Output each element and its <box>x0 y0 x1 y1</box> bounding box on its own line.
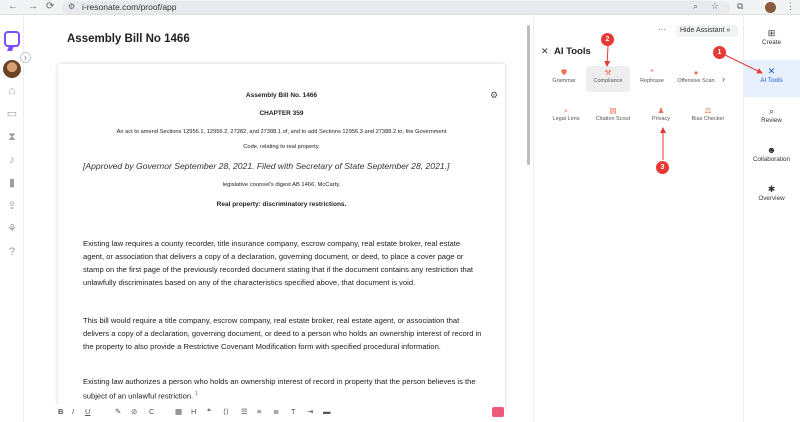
approved-line: [Approved by Governor September 28, 2021. Filed with Secretary of State September 28, 2021.] <box>83 161 450 171</box>
tool-offensive-scan-label: Offensive Scan <box>677 78 715 84</box>
tools-icon: ✕ <box>541 46 549 56</box>
collapse-rail-button[interactable]: › <box>20 52 31 63</box>
privacy-icon: ♟ <box>657 106 665 115</box>
document-title: Assembly Bill No 1466 <box>67 33 190 45</box>
extensions-icon[interactable]: ⧉ <box>737 1 744 11</box>
arrow-2 <box>607 46 608 66</box>
double-chevron-right-icon: » <box>726 27 731 34</box>
id-card-icon[interactable]: ▭ <box>6 108 18 120</box>
citation-scout-icon: ▤ <box>609 106 617 115</box>
review-search-icon: ⌕ <box>768 106 775 116</box>
forward-icon[interactable]: → <box>28 1 38 12</box>
digest-line: legislative counsel's digest AB 1466, McCarty. <box>222 182 341 188</box>
overview-label: Overview <box>758 195 785 202</box>
italic-icon[interactable]: I <box>72 407 75 416</box>
browser-menu-icon[interactable]: ⋮ <box>786 1 795 11</box>
bookmark-icon[interactable]: ▮ <box>8 177 16 189</box>
annotation-badge-2: 2 <box>601 33 614 46</box>
overview-asterisk-icon: ✱ <box>767 184 776 194</box>
paragraph-3-text: Existing law authorizes a person who holds an ownership interest of record in property that the person believes is the subject of an unlawful restriction. <box>83 377 476 401</box>
network-icon[interactable]: ⚘ <box>7 223 17 235</box>
chapter-label: CHAPTER 359 <box>259 110 304 117</box>
ai-tools-title: AI Tools <box>554 46 591 57</box>
link-icon[interactable]: ⊘ <box>131 407 138 416</box>
subject-line: Real property: discriminatory restrictions. <box>216 201 347 208</box>
next-tools-chevron-icon[interactable]: › <box>722 74 725 84</box>
zoom-icon[interactable]: ⌕ <box>693 1 699 11</box>
align-icon[interactable]: ≣ <box>273 407 280 416</box>
bookmark-star-icon[interactable]: ☆ <box>711 1 720 11</box>
paragraph-2: This bill would require a title company, escrow company, real estate broker, real estate agent, or association that delivers a copy of a declaration, governing document, or deed to a person who holds an ownership interest of record in the property to also provide a Restrictive Covenant Modification form with specified procedural information. <box>83 316 482 351</box>
more-options-icon[interactable]: ··· <box>658 25 666 34</box>
reload-icon[interactable]: ⟳ <box>46 1 55 12</box>
grammar-icon: ⛊ <box>561 68 567 77</box>
act-line-1: An act to amend Sections 12956.1, 12956.2, 27282, and 27388.1 of, and to add Sections 12956.3 and 27388.2 to, the Government <box>116 129 447 135</box>
clear-format-icon[interactable]: C <box>149 407 155 416</box>
collaboration-label: Collaboration <box>752 156 791 163</box>
image-icon[interactable]: ▬ <box>323 407 331 416</box>
url-text: i-resonate.com/proof/app <box>82 2 177 12</box>
page-heading: Assembly Bill No. 1466 <box>245 92 318 99</box>
heading-icon[interactable]: H <box>191 407 197 416</box>
site-info-icon[interactable]: ⚙ <box>68 2 76 11</box>
create-label: Create <box>762 39 781 46</box>
tool-compliance-label: Compliance <box>593 78 623 84</box>
highlight-icon[interactable]: ✎ <box>115 407 122 416</box>
page-settings-gear-icon[interactable]: ⚙ <box>490 90 499 100</box>
tool-citation-scout-label: Citation Scout <box>595 116 631 122</box>
tool-rephrase-label: Rephrase <box>640 78 664 84</box>
home-icon[interactable]: ⌂ <box>8 85 16 97</box>
bias-checker-icon: ⚖ <box>704 106 712 115</box>
footnote-marker[interactable]: 1 <box>195 391 199 397</box>
indent-icon[interactable]: ⇥ <box>307 407 314 416</box>
bell-icon[interactable]: ♪ <box>9 154 15 166</box>
review-label: Review <box>761 117 782 124</box>
legal-lens-icon: ⌕ <box>563 106 569 115</box>
numbered-list-icon[interactable]: ≡ <box>257 407 262 416</box>
help-icon[interactable]: ? <box>8 246 16 258</box>
code-icon[interactable]: ⟨⟩ <box>223 407 229 416</box>
offensive-scan-icon: ● <box>693 68 699 77</box>
collaboration-people-icon: ☻ <box>766 145 777 155</box>
tool-bias-checker-label: Bias Checker <box>691 116 725 122</box>
rephrase-icon: ❞ <box>649 68 655 77</box>
table-icon[interactable]: ▦ <box>175 407 183 416</box>
quote-icon[interactable]: ❝ <box>207 407 212 416</box>
underline-icon[interactable]: U <box>85 407 91 416</box>
bold-icon[interactable]: B <box>58 407 64 416</box>
hourglass-icon[interactable]: ⧗ <box>8 131 16 143</box>
share-icon[interactable]: ⇪ <box>7 200 17 212</box>
bullet-list-icon[interactable]: ☰ <box>241 407 248 416</box>
hide-assistant-label: Hide Assistant <box>680 27 725 34</box>
paragraph-1: Existing law requires a county recorder, title insurance company, escrow company, real estate broker, real estate agent, or association that delivers a copy of a declaration, governing document, or deed, to place a cover page or stamp on the first page of the previously recorded document stating that if the document contains any restriction that unlawfully discriminates based on any of the characteristics specified above, that document is void. <box>83 239 474 287</box>
act-line-2: Code, relating to real property. <box>243 144 320 150</box>
create-plus-icon: ⊞ <box>767 28 776 38</box>
ai-tools-label: AI Tools <box>760 77 783 84</box>
arrow-1 <box>725 55 762 73</box>
tool-privacy-label: Privacy <box>651 116 671 122</box>
annotation-badge-1: 1 <box>713 46 726 59</box>
back-icon[interactable]: ← <box>8 1 18 12</box>
tool-grammar-label: Grammar <box>552 78 576 84</box>
compliance-gavel-icon: ⚒ <box>604 68 612 77</box>
annotation-badge-3: 3 <box>656 161 669 174</box>
clear-text-icon[interactable]: T <box>291 407 296 416</box>
tool-legal-lens-label: Legal Lens <box>552 116 580 122</box>
ai-tools-icon: ✕ <box>767 66 776 76</box>
